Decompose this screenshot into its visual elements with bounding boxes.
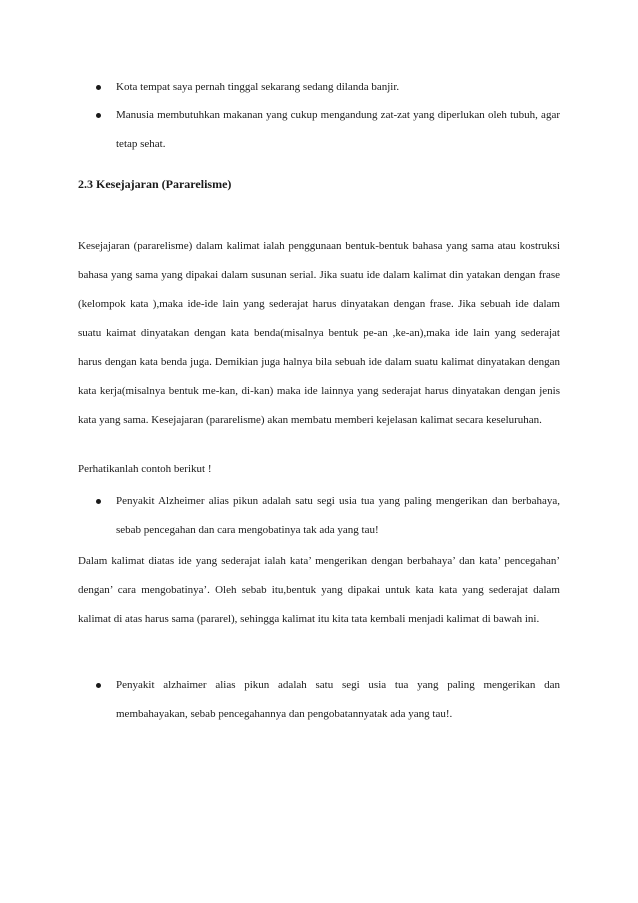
list-item-text: Manusia membutuhkan makanan yang cukup mengandung zat-zat yang diperlukan oleh tubuh, agar tetap sehat.	[116, 109, 560, 150]
body-paragraph: Kesejajaran (pararelisme) dalam kalimat ialah penggunaan bentuk-bentuk bahasa yang sama atau kostruksi bahasa yang sama yang dipakai dalam susunan serial. Jika suatu ide dalam kalimat din yatakan dengan frase (kelompok kata ),maka ide-ide lain yang sederajat harus dinyatakan dengan frase. Jika sebuah ide dalam suatu kaimat dinyatakan dengan kata benda(misalnya bentuk pe-an ,ke-an),maka ide lain yang sederajat harus dengan kata benda juga. Demikian juga halnya bila sebuah ide dalam suatu kalimat dinyatakan dengan kata kerja(misalnya bentuk me-kan, di-kan) maka ide lainnya yang sederajat harus dinyatakan dengan jenis kata yang sama. Kesejajaran (pararelisme) akan membatu memberi kejelasan kalimat secara keseluruhan.	[78, 240, 560, 426]
bullet-icon	[96, 683, 101, 688]
body-paragraph: Dalam kalimat diatas ide yang sederajat ialah kata’ mengerikan dengan berbahaya’ dan kata’ pencegahan’ dengan’ cara mengobatinya’. Oleh sebab itu,bentuk yang dipakai untuk kata kata yang sederajat dalam kalimat di atas harus sama (pararel), sehingga kalimat itu kita tata kembali menjadi kalimat di bawah ini.	[78, 555, 560, 625]
section-heading: 2.3 Kesejajaran (Pararelisme)	[78, 177, 232, 191]
bullet-icon	[96, 85, 101, 90]
bullet-icon	[96, 113, 101, 118]
list-item-text: Kota tempat saya pernah tinggal sekarang sedang dilanda banjir.	[116, 81, 400, 93]
list-item-text: Penyakit Alzheimer alias pikun adalah satu segi usia tua yang paling mengerikan dan berbahaya, sebab pencegahan dan cara mengobatinya tak ada yang tau!	[116, 495, 560, 536]
bullet-icon	[96, 499, 101, 504]
list-item-text: Penyakit alzhaimer alias pikun adalah satu segi usia tua yang paling mengerikan dan membahayakan, sebab pencegahannya dan pengobatannyatak ada yang tau!.	[116, 679, 560, 720]
example-intro: Perhatikanlah contoh berikut !	[78, 463, 212, 475]
